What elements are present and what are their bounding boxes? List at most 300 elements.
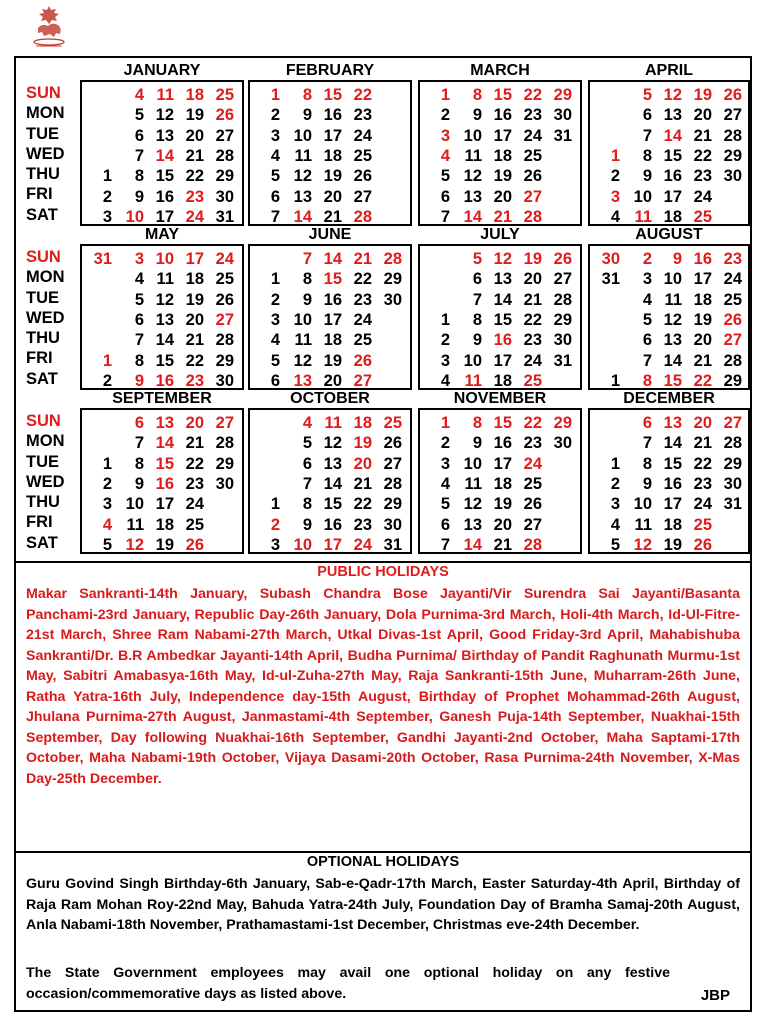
date-cell: 17 xyxy=(323,310,342,329)
weekday-thu: THU xyxy=(26,165,60,184)
month-title: JANUARY xyxy=(123,62,201,79)
date-cell: 13 xyxy=(663,414,682,432)
date-cell: 3 xyxy=(440,126,450,145)
weekday-sat: SAT xyxy=(26,369,58,388)
date-cell: 22 xyxy=(693,454,712,473)
date-cell: 4 xyxy=(440,371,450,390)
date-cell: 23 xyxy=(693,474,712,493)
date-cell: 21 xyxy=(693,126,712,145)
date-cell: 22 xyxy=(353,86,372,104)
month-april xyxy=(588,62,750,226)
date-cell: 13 xyxy=(663,106,682,125)
date-cell: 22 xyxy=(185,351,204,370)
date-cell: 30 xyxy=(723,474,742,493)
date-cell: 24 xyxy=(693,495,712,514)
date-cell: 9 xyxy=(302,106,312,125)
date-cell: 16 xyxy=(323,106,342,125)
date-cell: 12 xyxy=(463,167,482,186)
optional-holidays-title: OPTIONAL HOLIDAYS xyxy=(306,854,460,870)
date-cell: 28 xyxy=(383,474,402,493)
month-title: DECEMBER xyxy=(623,390,715,407)
date-cell: 8 xyxy=(642,371,652,390)
date-cell: 20 xyxy=(693,414,712,432)
date-cell: 18 xyxy=(663,515,682,534)
date-cell: 9 xyxy=(472,106,482,125)
date-cell: 9 xyxy=(672,250,682,268)
weekday-mon: MON xyxy=(26,432,65,451)
date-cell: 12 xyxy=(663,310,682,329)
date-cell: 9 xyxy=(642,474,652,493)
date-cell: 13 xyxy=(155,126,174,145)
month-title: SEPTEMBER xyxy=(112,390,212,407)
date-cell: 17 xyxy=(693,270,712,289)
date-cell: 15 xyxy=(663,371,682,390)
date-cell: 9 xyxy=(642,167,652,186)
date-cell: 2 xyxy=(270,106,280,125)
date-cell: 3 xyxy=(440,454,450,473)
month-date-box xyxy=(588,80,750,226)
date-cell: 8 xyxy=(642,454,652,473)
date-cell: 18 xyxy=(663,207,682,226)
date-cell: 7 xyxy=(440,535,450,554)
date-cell: 2 xyxy=(102,187,112,206)
date-cell: 8 xyxy=(472,414,482,432)
date-cell: 15 xyxy=(663,146,682,165)
date-cell: 27 xyxy=(723,414,742,432)
section-divider xyxy=(16,851,750,853)
date-cell: 24 xyxy=(185,495,204,514)
date-cell: 5 xyxy=(102,535,112,554)
date-cell: 20 xyxy=(493,515,512,534)
date-cell: 9 xyxy=(302,290,312,309)
month-date-box xyxy=(80,244,244,390)
date-cell: 15 xyxy=(323,495,342,514)
date-cell: 30 xyxy=(215,371,234,390)
date-cell: 17 xyxy=(323,535,342,554)
month-date-box xyxy=(588,408,750,554)
date-cell: 25 xyxy=(353,331,372,350)
date-cell: 7 xyxy=(440,207,450,226)
date-cell: 12 xyxy=(663,86,682,104)
date-cell: 27 xyxy=(723,331,742,350)
date-cell: 4 xyxy=(270,331,280,350)
date-cell: 1 xyxy=(610,454,620,473)
date-cell: 5 xyxy=(642,310,652,329)
date-cell: 12 xyxy=(493,250,512,268)
date-cell: 18 xyxy=(493,146,512,165)
date-cell: 31 xyxy=(93,250,112,268)
date-cell: 4 xyxy=(642,290,652,309)
date-cell: 20 xyxy=(523,270,542,289)
month-title: OCTOBER xyxy=(290,390,370,407)
weekday-thu: THU xyxy=(26,329,60,348)
date-cell: 21 xyxy=(185,146,204,165)
date-cell: 14 xyxy=(323,250,342,268)
date-cell: 30 xyxy=(553,331,572,350)
date-cell: 2 xyxy=(642,250,652,268)
date-cell: 13 xyxy=(155,310,174,329)
date-cell: 30 xyxy=(723,167,742,186)
date-cell: 4 xyxy=(610,207,620,226)
date-cell: 16 xyxy=(155,371,174,390)
date-cell: 7 xyxy=(134,331,144,350)
month-date-box xyxy=(248,408,412,554)
date-cell: 29 xyxy=(553,86,572,104)
date-cell: 27 xyxy=(353,187,372,206)
date-cell: 24 xyxy=(723,270,742,289)
date-cell: 25 xyxy=(353,146,372,165)
date-cell: 11 xyxy=(634,207,652,226)
date-cell: 1 xyxy=(440,310,450,329)
date-cell: 25 xyxy=(523,146,542,165)
date-cell: 4 xyxy=(440,474,450,493)
date-cell: 31 xyxy=(723,495,742,514)
date-cell: 6 xyxy=(134,414,144,432)
date-cell: 19 xyxy=(493,167,512,186)
date-cell: 11 xyxy=(156,86,174,104)
date-cell: 10 xyxy=(663,270,682,289)
date-cell: 6 xyxy=(302,454,312,473)
date-cell: 22 xyxy=(693,146,712,165)
date-cell: 23 xyxy=(523,106,542,125)
date-cell: 15 xyxy=(663,454,682,473)
date-cell: 4 xyxy=(440,146,450,165)
date-cell: 15 xyxy=(493,86,512,104)
date-cell: 28 xyxy=(723,126,742,145)
date-cell: 15 xyxy=(323,86,342,104)
month-date-box xyxy=(418,408,582,554)
month-june xyxy=(248,226,412,390)
date-cell: 7 xyxy=(134,146,144,165)
date-cell: 26 xyxy=(523,167,542,186)
date-cell: 10 xyxy=(633,187,652,206)
date-cell: 10 xyxy=(125,495,144,514)
date-cell: 28 xyxy=(523,535,542,554)
date-cell: 31 xyxy=(553,351,572,370)
date-cell: 27 xyxy=(523,515,542,534)
date-cell: 28 xyxy=(353,207,372,226)
date-cell: 19 xyxy=(523,250,542,268)
date-cell: 28 xyxy=(553,290,572,309)
date-cell: 13 xyxy=(293,187,312,206)
date-cell: 23 xyxy=(185,474,204,493)
date-cell: 20 xyxy=(185,126,204,145)
date-cell: 5 xyxy=(440,495,450,514)
date-cell: 30 xyxy=(601,250,620,268)
date-cell: 1 xyxy=(440,414,450,432)
date-cell: 25 xyxy=(523,371,542,390)
date-cell: 15 xyxy=(155,351,174,370)
month-title: JUNE xyxy=(308,226,352,243)
month-october xyxy=(248,390,412,554)
date-cell: 1 xyxy=(610,371,620,390)
date-cell: 2 xyxy=(102,371,112,390)
date-cell: 9 xyxy=(472,331,482,350)
date-cell: 9 xyxy=(134,474,144,493)
date-cell: 29 xyxy=(383,270,402,289)
date-cell: 14 xyxy=(463,207,482,226)
weekday-fri: FRI xyxy=(26,349,53,368)
date-cell: 5 xyxy=(134,106,144,125)
weekday-fri: FRI xyxy=(26,185,53,204)
date-cell: 6 xyxy=(270,187,280,206)
date-cell: 19 xyxy=(693,310,712,329)
date-cell: 27 xyxy=(553,270,572,289)
date-cell: 17 xyxy=(155,207,174,226)
date-cell: 29 xyxy=(723,146,742,165)
date-cell: 17 xyxy=(663,495,682,514)
date-cell: 15 xyxy=(493,414,512,432)
date-cell: 26 xyxy=(693,535,712,554)
date-cell: 9 xyxy=(472,434,482,453)
date-cell: 22 xyxy=(353,495,372,514)
date-cell: 13 xyxy=(323,454,342,473)
month-january xyxy=(80,62,244,226)
date-cell: 21 xyxy=(323,207,342,226)
date-cell: 21 xyxy=(185,331,204,350)
month-november xyxy=(418,390,582,554)
date-cell: 26 xyxy=(215,106,234,125)
date-cell: 27 xyxy=(383,454,402,473)
calendar-frame xyxy=(14,56,752,1012)
month-date-box xyxy=(418,244,582,390)
date-cell: 24 xyxy=(523,454,542,473)
date-cell: 30 xyxy=(383,290,402,309)
date-cell: 25 xyxy=(523,474,542,493)
date-cell: 13 xyxy=(463,515,482,534)
date-cell: 5 xyxy=(472,250,482,268)
date-cell: 1 xyxy=(102,167,112,186)
date-cell: 1 xyxy=(270,270,280,289)
date-cell: 21 xyxy=(353,474,372,493)
date-cell: 8 xyxy=(472,310,482,329)
date-cell: 22 xyxy=(523,86,542,104)
weekday-tue: TUE xyxy=(26,124,59,143)
date-cell: 17 xyxy=(493,454,512,473)
date-cell: 8 xyxy=(134,351,144,370)
month-title: APRIL xyxy=(645,62,693,79)
date-cell: 31 xyxy=(383,535,402,554)
date-cell: 26 xyxy=(553,250,572,268)
date-cell: 8 xyxy=(134,454,144,473)
date-cell: 10 xyxy=(293,310,312,329)
date-cell: 26 xyxy=(353,167,372,186)
date-cell: 1 xyxy=(102,351,112,370)
date-cell: 7 xyxy=(270,207,280,226)
date-cell: 1 xyxy=(102,454,112,473)
date-cell: 15 xyxy=(155,454,174,473)
date-cell: 19 xyxy=(493,495,512,514)
date-cell: 22 xyxy=(693,371,712,390)
date-cell: 3 xyxy=(270,535,280,554)
date-cell: 26 xyxy=(215,290,234,309)
date-cell: 25 xyxy=(383,414,402,432)
date-cell: 10 xyxy=(125,207,144,226)
date-cell: 28 xyxy=(723,351,742,370)
date-cell: 26 xyxy=(185,535,204,554)
public-holidays-text: Makar Sankranti-14th January, Subash Chandra Bose Jayanti/Vir Surendra Sai Jayanti/Basanta Panchami-23rd January, Republic Day-26th January, Dola Purnima-3rd March, Holi-4th March, Id-Ul-Fitre-21st March, Shree Ram Nabami-27th March, Utkal Divas-1st April, Good Friday-3rd April, Mahabishuba Sankranti/Dr. B.R Ambedkar Jayanti-14th April, Budha Purnima/ Birthday of Pandit Raghunath Murmu-1st May, Sabitri Amabasya-16th May, Id-ul-Zuha-27th May, Raja Sankranti-15th June, Muharram-26th June, Ratha Yatra-16th July, Independence day-15th August, Birthday of Prophet Mohammad-26th August, Jhulana Purnima-27th August, Janmastami-4th September, Ganesh Puja-14th September, Nuakhai-15th September, Day following Nuakhai-16th September, Gandhi Jayanti-2nd October, Maha Saptami-17th October, Maha Nabami-19th October, Vijaya Dasami-20th October, Rasa Purnima-24th November, X-Mas Day-25th December. xyxy=(26,586,740,787)
date-cell: 14 xyxy=(463,535,482,554)
date-cell: 9 xyxy=(134,187,144,206)
date-cell: 23 xyxy=(523,434,542,453)
date-cell: 21 xyxy=(493,535,512,554)
date-cell: 20 xyxy=(323,371,342,390)
date-cell: 4 xyxy=(610,515,620,534)
date-cell: 8 xyxy=(302,86,312,104)
date-cell: 20 xyxy=(323,187,342,206)
weekday-wed: WED xyxy=(26,144,65,163)
date-cell: 30 xyxy=(553,434,572,453)
month-date-box xyxy=(248,244,412,390)
date-cell: 6 xyxy=(642,414,652,432)
month-date-box xyxy=(248,80,412,226)
date-cell: 3 xyxy=(270,310,280,329)
date-cell: 17 xyxy=(493,351,512,370)
date-cell: 6 xyxy=(440,515,450,534)
date-cell: 26 xyxy=(383,434,402,453)
date-cell: 14 xyxy=(155,434,174,453)
date-cell: 27 xyxy=(215,310,234,329)
date-cell: 30 xyxy=(215,187,234,206)
month-february xyxy=(248,62,412,226)
date-cell: 29 xyxy=(723,454,742,473)
date-cell: 5 xyxy=(270,351,280,370)
date-cell: 1 xyxy=(270,86,280,104)
date-cell: 18 xyxy=(353,414,372,432)
weekday-mon: MON xyxy=(26,104,65,123)
date-cell: 29 xyxy=(215,351,234,370)
date-cell: 19 xyxy=(663,535,682,554)
date-cell: 21 xyxy=(523,290,542,309)
date-cell: 31 xyxy=(553,126,572,145)
date-cell: 28 xyxy=(383,250,402,268)
month-august xyxy=(588,226,750,390)
date-cell: 13 xyxy=(463,187,482,206)
date-cell: 7 xyxy=(642,351,652,370)
date-cell: 18 xyxy=(185,270,204,289)
date-cell: 14 xyxy=(493,290,512,309)
date-cell: 28 xyxy=(215,331,234,350)
date-cell: 23 xyxy=(353,290,372,309)
month-title: JULY xyxy=(480,226,520,243)
date-cell: 29 xyxy=(553,310,572,329)
weekday-tue: TUE xyxy=(26,452,59,471)
date-cell: 4 xyxy=(302,414,312,432)
date-cell: 18 xyxy=(185,86,204,104)
date-cell: 30 xyxy=(215,474,234,493)
date-cell: 12 xyxy=(633,535,652,554)
date-cell: 3 xyxy=(102,207,112,226)
date-cell: 15 xyxy=(493,310,512,329)
date-cell: 16 xyxy=(155,474,174,493)
date-cell: 22 xyxy=(523,414,542,432)
date-cell: 10 xyxy=(155,250,174,268)
date-cell: 6 xyxy=(642,106,652,125)
date-cell: 19 xyxy=(155,535,174,554)
date-cell: 8 xyxy=(302,495,312,514)
date-cell: 26 xyxy=(523,495,542,514)
month-date-box xyxy=(588,244,750,390)
weekday-sat: SAT xyxy=(26,205,58,224)
date-cell: 24 xyxy=(353,535,372,554)
date-cell: 21 xyxy=(693,351,712,370)
date-cell: 29 xyxy=(215,454,234,473)
public-holidays-title: PUBLIC HOLIDAYS xyxy=(317,564,449,580)
date-cell: 24 xyxy=(523,126,542,145)
date-cell: 13 xyxy=(663,331,682,350)
date-cell: 19 xyxy=(185,106,204,125)
date-cell: 15 xyxy=(323,270,342,289)
date-cell: 1 xyxy=(440,86,450,104)
date-cell: 19 xyxy=(323,167,342,186)
weekday-mon: MON xyxy=(26,268,65,287)
date-cell: 17 xyxy=(185,250,204,268)
date-cell: 27 xyxy=(523,187,542,206)
date-cell: 5 xyxy=(270,167,280,186)
date-cell: 16 xyxy=(155,187,174,206)
date-cell: 25 xyxy=(693,207,712,226)
date-cell: 2 xyxy=(440,434,450,453)
date-cell: 11 xyxy=(126,515,144,534)
date-cell: 3 xyxy=(642,270,652,289)
date-cell: 5 xyxy=(440,167,450,186)
date-cell: 12 xyxy=(323,434,342,453)
date-cell: 20 xyxy=(493,187,512,206)
date-cell: 14 xyxy=(323,474,342,493)
date-cell: 2 xyxy=(270,515,280,534)
date-cell: 15 xyxy=(155,167,174,186)
date-cell: 11 xyxy=(634,515,652,534)
date-cell: 14 xyxy=(155,331,174,350)
date-cell: 11 xyxy=(294,331,312,350)
date-cell: 7 xyxy=(134,434,144,453)
date-cell: 2 xyxy=(440,331,450,350)
date-cell: 10 xyxy=(633,495,652,514)
optional-holidays-text: Guru Govind Singh Birthday-6th January, Sab-e-Qadr-17th March, Easter Saturday-4th April, Birthday of Raja Ram Mohan Roy-22nd May, Bahuda Yatra-24th July, Foundation Day of Bramha Samaj-20th August, Anla Nabami-18th November, Prathamastami-1st December, Christmas eve-24th December. xyxy=(26,876,740,933)
date-cell: 19 xyxy=(323,351,342,370)
date-cell: 4 xyxy=(134,270,144,289)
date-cell: 24 xyxy=(353,126,372,145)
date-cell: 17 xyxy=(493,126,512,145)
date-cell: 22 xyxy=(185,167,204,186)
month-september xyxy=(80,390,244,554)
date-cell: 25 xyxy=(693,515,712,534)
date-cell: 30 xyxy=(383,515,402,534)
date-cell: 16 xyxy=(493,434,512,453)
weekday-wed: WED xyxy=(26,308,65,327)
date-cell: 12 xyxy=(125,535,144,554)
date-cell: 3 xyxy=(270,126,280,145)
weekday-sat: SAT xyxy=(26,533,58,552)
date-cell: 31 xyxy=(601,270,620,289)
date-cell: 13 xyxy=(293,371,312,390)
date-cell: 5 xyxy=(302,434,312,453)
date-cell: 2 xyxy=(270,290,280,309)
date-cell: 1 xyxy=(610,146,620,165)
date-cell: 23 xyxy=(185,371,204,390)
date-cell: 22 xyxy=(523,310,542,329)
weekday-tue: TUE xyxy=(26,288,59,307)
date-cell: 28 xyxy=(523,207,542,226)
date-cell: 12 xyxy=(293,351,312,370)
month-title: NOVEMBER xyxy=(453,390,547,407)
date-cell: 18 xyxy=(155,515,174,534)
weekday-fri: FRI xyxy=(26,513,53,532)
date-cell: 30 xyxy=(553,106,572,125)
date-cell: 16 xyxy=(693,250,712,268)
date-cell: 11 xyxy=(464,371,482,390)
date-cell: 24 xyxy=(523,351,542,370)
